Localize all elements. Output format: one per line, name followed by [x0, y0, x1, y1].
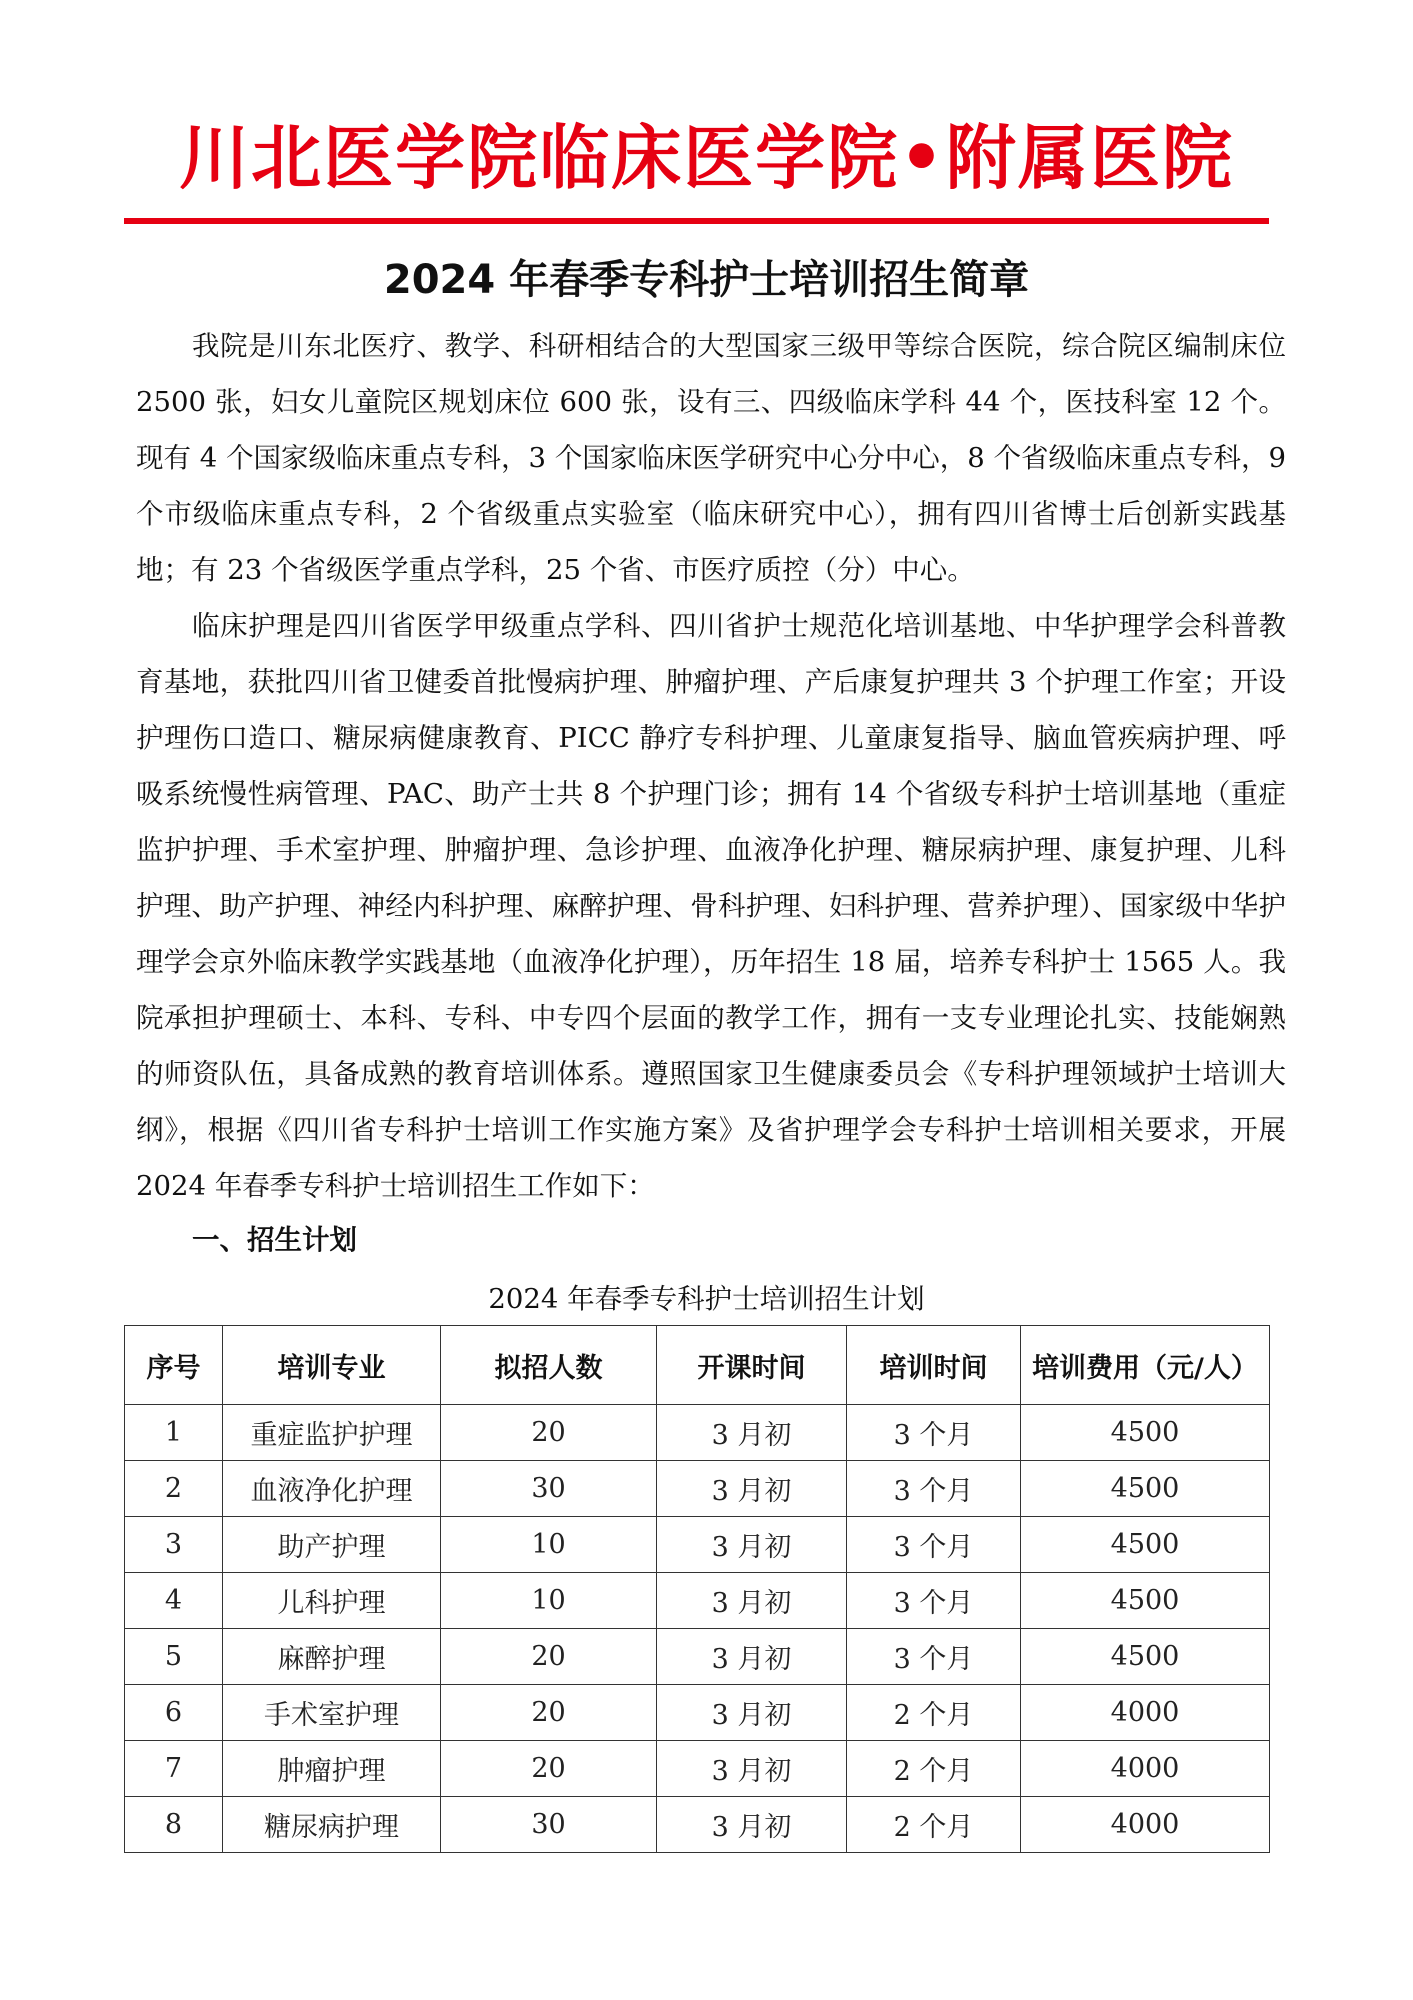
cell-quota: 10 [441, 1573, 657, 1629]
cell-specialty: 助产护理 [223, 1517, 441, 1573]
intro-paragraph: 我院是川东北医疗、教学、科研相结合的大型国家三级甲等综合医院，综合院区编制床位 2500 张，妇女儿童院区规划床位 600 张，设有三、四级临床学科 44 个，医技科室 12 个。现有 4 个国家级临床重点专科，3 个国家临床医学研究中心分中心，8 个省级临床重点专科，9 个市级临床重点专科，2 个省级重点实验室（临床研究中心），拥有四川省博士后创新实践基地；有 23 个省级医学重点学科，25 个省、市医疗质控（分）中心。 [136, 330, 1286, 586]
cell-specialty: 儿科护理 [223, 1573, 441, 1629]
header-quota: 拟招人数 [441, 1326, 657, 1405]
header-index: 序号 [125, 1326, 223, 1405]
cell-specialty: 血液净化护理 [223, 1461, 441, 1517]
cell-duration: 2 个月 [847, 1797, 1021, 1853]
table-row [125, 1741, 1270, 1797]
table-row [125, 1629, 1270, 1685]
enrollment-plan-table [124, 1325, 1270, 1853]
cell-start: 3 月初 [657, 1685, 847, 1741]
cell-fee: 4500 [1021, 1461, 1270, 1517]
cell-quota: 30 [441, 1797, 657, 1853]
cell-start: 3 月初 [657, 1573, 847, 1629]
header-start: 开课时间 [657, 1326, 847, 1405]
table-row [125, 1797, 1270, 1853]
cell-start: 3 月初 [657, 1797, 847, 1853]
cell-specialty: 麻醉护理 [223, 1629, 441, 1685]
header-fee: 培训费用（元/人） [1021, 1326, 1270, 1405]
cell-specialty: 糖尿病护理 [223, 1797, 441, 1853]
cell-quota: 20 [441, 1685, 657, 1741]
cell-index: 1 [125, 1405, 223, 1461]
cell-duration: 2 个月 [847, 1685, 1021, 1741]
cell-fee: 4000 [1021, 1685, 1270, 1741]
cell-quota: 20 [441, 1741, 657, 1797]
cell-fee: 4500 [1021, 1573, 1270, 1629]
cell-fee: 4500 [1021, 1517, 1270, 1573]
table-row [125, 1685, 1270, 1741]
header-duration: 培训时间 [847, 1326, 1021, 1405]
cell-fee: 4000 [1021, 1741, 1270, 1797]
institution-title: 川北医学院临床医学院•附属医院 [179, 117, 1234, 199]
document-title: 2024 年春季专科护士培训招生简章 [383, 257, 1030, 303]
cell-duration: 3 个月 [847, 1629, 1021, 1685]
cell-index: 8 [125, 1797, 223, 1853]
header-divider [124, 218, 1269, 224]
cell-duration: 2 个月 [847, 1741, 1021, 1797]
cell-duration: 3 个月 [847, 1517, 1021, 1573]
nursing-paragraph: 临床护理是四川省医学甲级重点学科、四川省护士规范化培训基地、中华护理学会科普教育基地，获批四川省卫健委首批慢病护理、肿瘤护理、产后康复护理共 3 个护理工作室；开设护理伤口造口、糖尿病健康教育、PICC 静疗专科护理、儿童康复指导、脑血管疾病护理、呼吸系统慢性病管理、PAC、助产士共 8 个护理门诊；拥有 14 个省级专科护士培训基地（重症监护护理、手术室护理、肿瘤护理、急诊护理、血液净化护理、糖尿病护理、康复护理、儿科护理、助产护理、神经内科护理、麻醉护理、骨科护理、妇科护理、营养护理）、国家级中华护理学会京外临床教学实践基地（血液净化护理），历年招生 18 届，培养专科护士 1565 人。我院承担护理硕士、本科、专科、中专四个层面的教学工作，拥有一支专业理论扎实、技能娴熟的师资队伍，具备成熟的教育培训体系。遵照国家卫生健康委员会《专科护理领域护士培训大纲》，根据《四川省专科护士培训工作实施方案》及省护理学会专科护士培训相关要求，开展 2024 年春季专科护士培训招生工作如下： [136, 610, 1286, 1202]
table-row [125, 1517, 1270, 1573]
cell-quota: 20 [441, 1629, 657, 1685]
cell-start: 3 月初 [657, 1517, 847, 1573]
table-row [125, 1573, 1270, 1629]
cell-specialty: 手术室护理 [223, 1685, 441, 1741]
cell-start: 3 月初 [657, 1405, 847, 1461]
cell-start: 3 月初 [657, 1461, 847, 1517]
cell-start: 3 月初 [657, 1629, 847, 1685]
cell-start: 3 月初 [657, 1741, 847, 1797]
section-heading: 一、招生计划 [192, 1224, 357, 1256]
header-specialty: 培训专业 [223, 1326, 441, 1405]
cell-specialty: 重症监护护理 [223, 1405, 441, 1461]
cell-duration: 3 个月 [847, 1461, 1021, 1517]
table-row [125, 1405, 1270, 1461]
cell-quota: 20 [441, 1405, 657, 1461]
cell-quota: 10 [441, 1517, 657, 1573]
cell-duration: 3 个月 [847, 1405, 1021, 1461]
table-header-row [125, 1326, 1270, 1405]
cell-quota: 30 [441, 1461, 657, 1517]
table-caption: 2024 年春季专科护士培训招生计划 [488, 1283, 925, 1315]
cell-duration: 3 个月 [847, 1573, 1021, 1629]
cell-fee: 4500 [1021, 1405, 1270, 1461]
cell-fee: 4000 [1021, 1797, 1270, 1853]
cell-index: 7 [125, 1741, 223, 1797]
table-row [125, 1461, 1270, 1517]
cell-index: 4 [125, 1573, 223, 1629]
cell-index: 3 [125, 1517, 223, 1573]
cell-index: 2 [125, 1461, 223, 1517]
cell-fee: 4500 [1021, 1629, 1270, 1685]
cell-index: 5 [125, 1629, 223, 1685]
cell-specialty: 肿瘤护理 [223, 1741, 441, 1797]
cell-index: 6 [125, 1685, 223, 1741]
